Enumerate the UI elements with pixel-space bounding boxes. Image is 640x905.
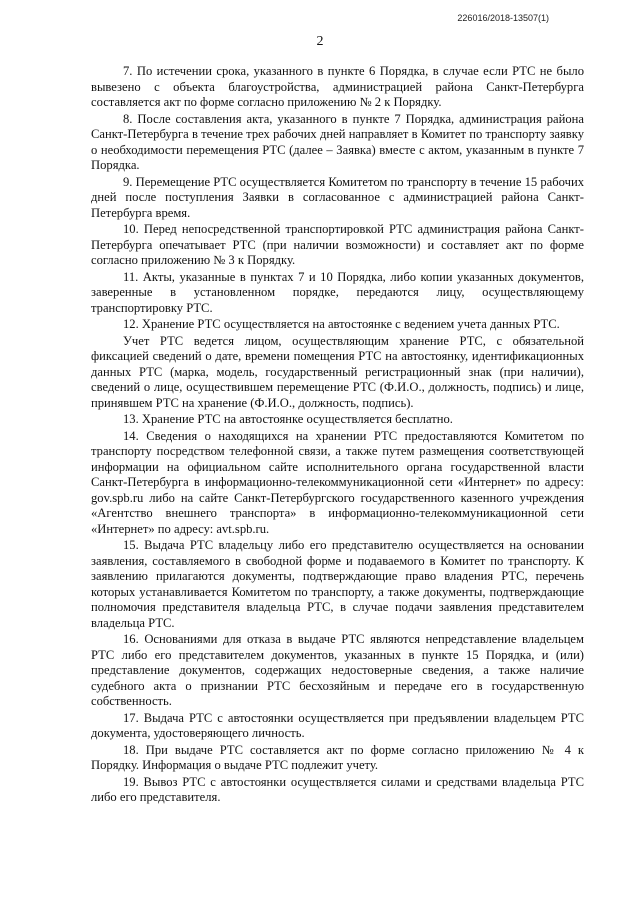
paragraph-18: 18. При выдаче РТС составляется акт по форме согласно приложению № 4 к Порядку. Информация о выдаче РТС подлежит учету. [91, 742, 584, 772]
page-number: 2 [316, 34, 324, 49]
paragraph-13: 13. Хранение РТС на автостоянке осуществляется бесплатно. [123, 412, 453, 426]
paragraph-19: 19. Вывоз РТС с автостоянки осуществляется силами и средствами владельца РТС либо его представителя. [91, 774, 584, 804]
document-registration-number: 226016/2018-13507(1) [457, 13, 549, 23]
document-body [91, 64, 584, 807]
paragraph-17: 17. Выдача РТС с автостоянки осуществляется при предъявлении владельцем РТС документа, удостоверяющего личность. [91, 710, 584, 740]
paragraph-7: 7. По истечении срока, указанного в пункте 6 Порядка, в случае если РТС не было вывезено с объекта благоустройства, администрацией района Санкт-Петербурга составляется акт по форме согласно приложению № 2 к Порядку. [91, 64, 584, 109]
paragraph-9: 9. Перемещение РТС осуществляется Комитетом по транспорту в течение 15 рабочих дней после поступления Заявки в согласованное с администрацией района Санкт-Петербурга время. [91, 174, 584, 220]
paragraph-12: 12. Хранение РТС осуществляется на автостоянке с ведением учета данных РТС. [123, 317, 560, 331]
paragraph-10: 10. Перед непосредственной транспортировкой РТС администрация района Санкт-Петербурга опечатывает РТС (при наличии возможности) и составляет акт по форме согласно приложению № 3 к Порядку. [91, 222, 584, 267]
paragraph-11: 11. Акты, указанные в пунктах 7 и 10 Порядка, либо копии указанных документов, заверенные в установленном порядке, передаются лицу, осуществляющему транспортировку РТС. [91, 269, 584, 315]
paragraph-14: 14. Сведения о находящихся на хранении РТС предоставляются Комитетом по транспорту посредством телефонной связи, а также путем размещения соответствующей информации на официальном сайте исполнительного органа государственной власти Санкт-Петербурга в информационно-телекоммуникационной сети «Интернет» по адресу: gov.spb.ru либо на сайте Санкт-Петербургского государственного казенного учреждения «Агентство внешнего транспорта» в информационно-телекоммуникационной сети «Интернет» по адресу: avt.spb.ru. [91, 428, 584, 536]
paragraph-15: 15. Выдача РТС владельцу либо его представителю осуществляется на основании заявления, составляемого в свободной форме и подаваемого в Комитет по транспорту. К заявлению прилагаются документы, подтверждающие право владения РТС, перечень которых устанавливается Комитетом по транспорту, а также документы, подтверждающие полномочия представителя владельца РТС, в случае подачи заявления представителем владельца РТС. [91, 538, 584, 630]
paragraph-12-accounting: Учет РТС ведется лицом, осуществляющим хранение РТС, с обязательной фиксацией сведений о дате, времени помещения РТС на автостоянку, идентификационных данных РТС (марка, модель, государственный регистрационный знак (при наличии), сведений о лице, осуществившем перемещение РТС (Ф.И.О., должность, подпись) и лице, принявшем РТС на хранение (Ф.И.О., должность, подпись). [91, 333, 584, 410]
paragraph-8: 8. После составления акта, указанного в пункте 7 Порядка, администрация района Санкт-Петербурга в течение трех рабочих дней направляет в Комитет по транспорту заявку о необходимости перемещения РТС (далее – Заявка) вместе с актом, указанным в пункте 7 Порядка. [91, 111, 584, 172]
paragraph-16: 16. Основаниями для отказа в выдаче РТС являются непредставление владельцем РТС либо его представителем документов, указанных в пункте 15 Порядка, и (или) представление документов, содержащих недостоверные сведения, а также наличие судебного акта о признании РТС бесхозяйным и передаче его в государственную собственность. [91, 632, 584, 708]
